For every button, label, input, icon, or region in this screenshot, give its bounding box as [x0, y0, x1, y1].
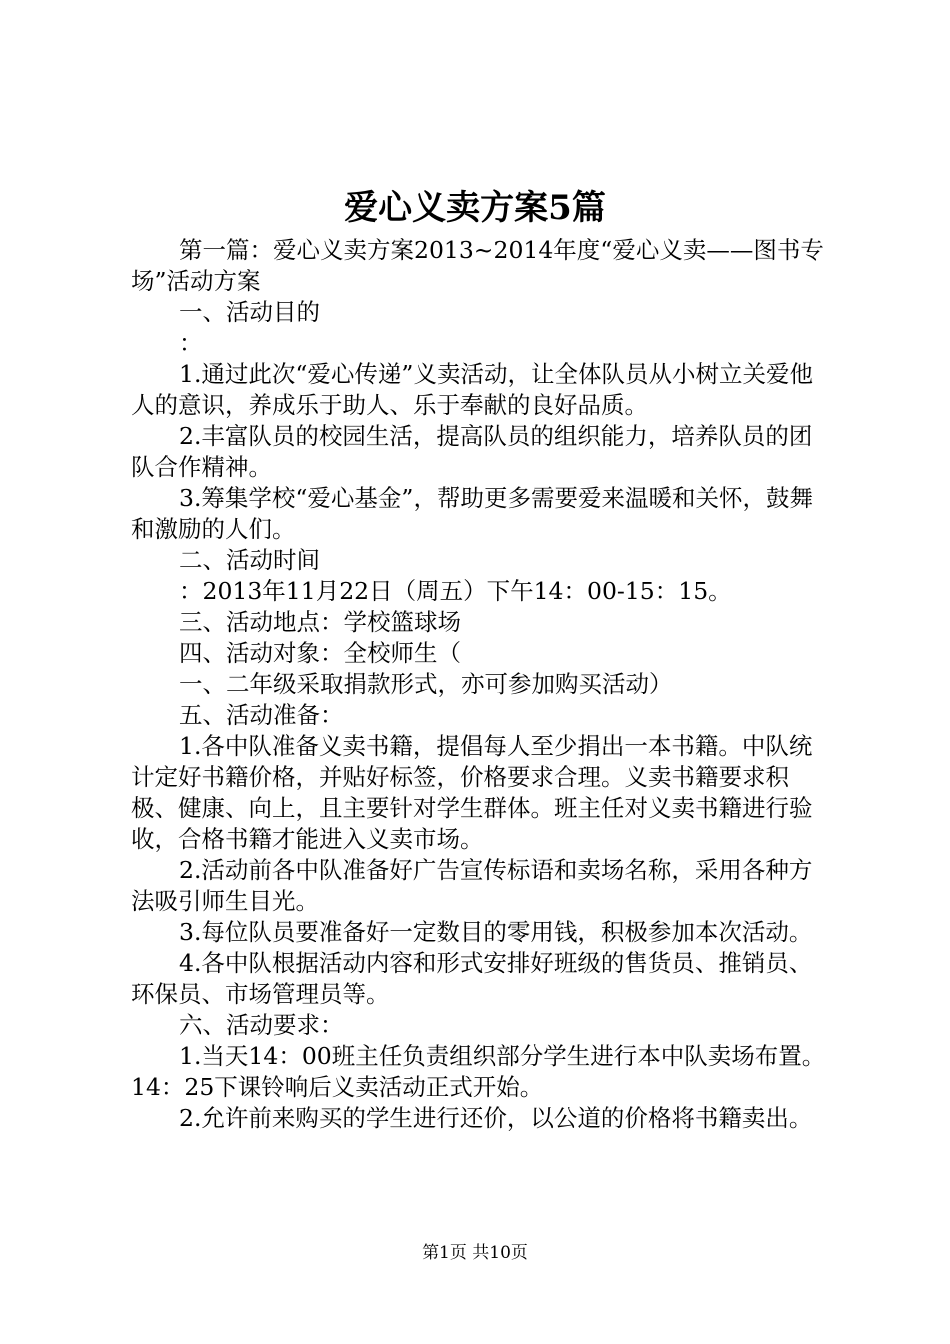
heading-activity-requirements: 六、活动要求： [179, 1011, 344, 1039]
paragraph-intro: 第一篇：爱心义卖方案2013~2014年度“爱心义卖——图书专场”活动方案 [131, 236, 824, 295]
paragraph-preparation-3: 3.每位队员要准备好一定数目的零用钱，积极参加本次活动。 [179, 918, 813, 946]
heading-activity-audience: 四、活动对象：全校师生（ [179, 639, 461, 667]
paragraph-purpose-1: 1.通过此次“爱心传递”义卖活动，让全体队员从小树立关爱他人的意识，养成乐于助人、乐于奉献的良好品质。 [131, 360, 813, 419]
heading-activity-location: 三、活动地点：学校篮球场 [179, 608, 461, 636]
page-footer: 第1页 共10页 [422, 1243, 528, 1263]
heading-activity-time: 二、活动时间 [179, 546, 320, 574]
paragraph-purpose-3: 3.筹集学校“爱心基金”，帮助更多需要爱来温暖和关怀，鼓舞和激励的人们。 [131, 484, 813, 543]
paragraph-preparation-4: 4.各中队根据活动内容和形式安排好班级的售货员、推销员、环保员、市场管理员等。 [131, 949, 813, 1008]
paragraph-purpose-2: 2.丰富队员的校园生活，提高队员的组织能力，培养队员的团队合作精神。 [131, 422, 813, 481]
paragraph-time: ：2013年11月22日（周五）下午14：00-15：15。 [179, 577, 732, 605]
paragraph-preparation-1: 1.各中队准备义卖书籍，提倡每人至少捐出一本书籍。中队统计定好书籍价格，并贴好标签，价格要求合理。义卖书籍要求积极、健康、向上，且主要针对学生群体。班主任对义卖书籍进行验收，合格书籍才能进入义卖市场。 [131, 732, 813, 853]
heading-activity-purpose: 一、活动目的 [179, 298, 320, 326]
document-body [131, 235, 833, 1134]
page-title: 爱心义卖方案5篇 [344, 188, 606, 228]
paragraph-colon: ： [179, 329, 203, 357]
paragraph-preparation-2: 2.活动前各中队准备好广告宣传标语和卖场名称，采用各种方法吸引师生目光。 [131, 856, 813, 915]
heading-activity-preparation: 五、活动准备： [179, 701, 344, 729]
paragraph-requirement-1: 1.当天14：00班主任负责组织部分学生进行本中队卖场布置。14：25下课铃响后义卖活动正式开始。 [131, 1042, 826, 1101]
paragraph-audience-detail: 一、二年级采取捐款形式，亦可参加购买活动） [179, 670, 673, 698]
paragraph-requirement-2: 2.允许前来购买的学生进行还价，以公道的价格将书籍卖出。 [179, 1104, 813, 1132]
